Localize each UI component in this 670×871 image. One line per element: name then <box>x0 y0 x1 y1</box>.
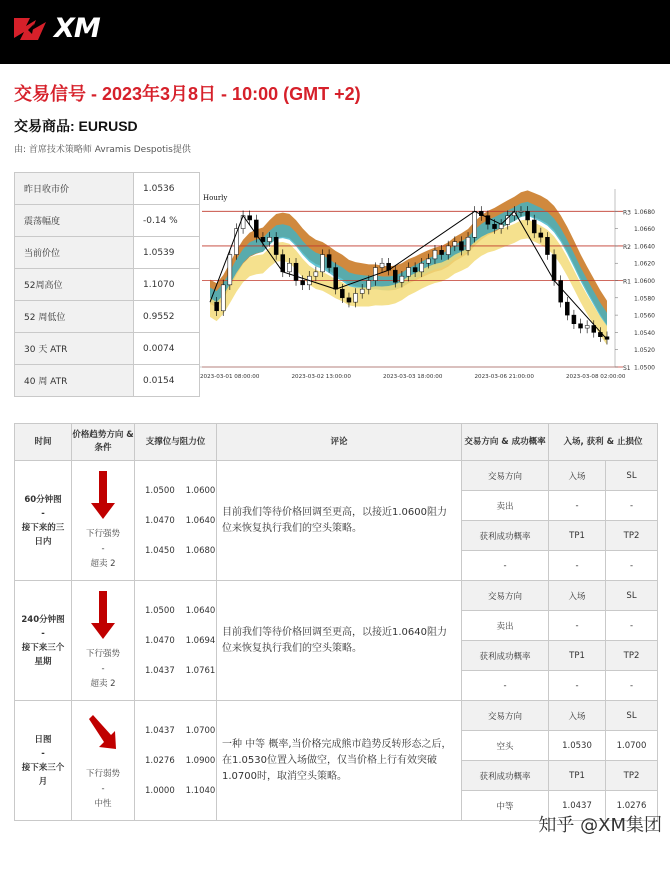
trend-label: 下行强势 <box>85 529 120 539</box>
stats-row <box>15 237 200 269</box>
candle-body <box>228 255 232 285</box>
candle-body <box>294 263 298 280</box>
candle-body <box>334 268 338 290</box>
page-title: 交易信号 - 2023年3月8日 - 10:00 (GMT +2) <box>14 84 361 104</box>
stat-label: 当前价位 <box>15 237 134 269</box>
support-level: 1.0500 <box>145 485 175 496</box>
signal-row <box>15 461 658 491</box>
grid-cell: - <box>606 491 658 521</box>
timeframe-cell <box>15 581 72 701</box>
support-level: 1.0276 <box>145 755 175 766</box>
stat-label: 52周高位 <box>15 269 134 301</box>
y-tick-label: 1.0520 <box>634 347 655 355</box>
candle-body <box>545 237 549 254</box>
level-pair <box>145 506 216 536</box>
candle-body <box>360 289 364 293</box>
grid-cell: 交易方向 <box>462 701 549 731</box>
grid-cell: 获利成功概率 <box>462 521 549 551</box>
condition-label: 超卖 2 <box>90 679 116 689</box>
support-level: 1.0450 <box>145 545 175 556</box>
level-label-r1: R1 <box>623 278 631 286</box>
stats-table <box>14 172 200 397</box>
price-chart <box>200 189 656 383</box>
logo-text: XM <box>54 12 100 44</box>
header-direction: 交易方向 & 成功概率 <box>462 424 549 461</box>
stat-value: 1.1070 <box>134 269 200 301</box>
levels-cell <box>135 581 217 701</box>
x-tick-label: 2023-03-08 02:00:00 <box>566 374 626 380</box>
timeframe-cell <box>15 461 72 581</box>
chart-title: Hourly <box>203 194 228 202</box>
x-tick-label: 2023-03-03 18:00:00 <box>383 374 443 380</box>
timeframe-line: - <box>41 628 45 639</box>
candle-body <box>426 259 430 263</box>
y-tick-label: 1.0620 <box>634 260 655 268</box>
grid-cell: 卖出 <box>462 491 549 521</box>
stats-row <box>15 333 200 365</box>
x-tick-label: 2023-03-02 13:00:00 <box>291 374 351 380</box>
condition-label: 超卖 2 <box>90 559 116 569</box>
grid-cell: - <box>606 551 658 581</box>
signals-table <box>14 423 658 821</box>
stat-label: 30 天 ATR <box>15 333 134 365</box>
trend-sep: - <box>101 544 105 554</box>
resistance-level: 1.0761 <box>185 665 216 676</box>
candle-body <box>268 237 272 241</box>
stat-label: 40 周 ATR <box>15 365 134 397</box>
candle-body <box>327 255 331 268</box>
timeframe-cell <box>15 701 72 821</box>
candle-body <box>559 281 563 303</box>
grid-cell: - <box>606 671 658 701</box>
watermark: 知乎 @XM集团 <box>538 815 662 836</box>
signal-row <box>15 581 658 611</box>
grid-cell: 1.0437 <box>549 791 606 821</box>
xm-logo[interactable] <box>12 12 100 44</box>
candle-body <box>347 298 351 302</box>
grid-cell: 卖出 <box>462 611 549 641</box>
trend-cell <box>72 701 135 821</box>
candle-body <box>413 268 417 272</box>
stat-label: 昨日收市价 <box>15 173 134 205</box>
support-level: 1.0500 <box>145 605 175 616</box>
candle-body <box>287 263 291 272</box>
grid-cell: - <box>606 611 658 641</box>
candle-body <box>473 211 477 237</box>
grid-cell: 空头 <box>462 731 549 761</box>
header-time: 时间 <box>15 424 72 461</box>
candle-body <box>453 242 457 246</box>
grid-cell: - <box>549 611 606 641</box>
comment-cell: 一种 中等 概率,当价格完成熊市趋势反转形态之后，在1.0530位置入场做空，仅当价格上行有效突破1.0700时，取消空头策略。 <box>217 701 462 821</box>
level-pair <box>145 476 216 506</box>
candle-body <box>407 268 411 277</box>
arrow-down-right-icon <box>86 709 120 761</box>
header-trend: 价格趋势方向 & 条件 <box>72 424 135 461</box>
grid-cell: TP1 <box>549 761 606 791</box>
header-levels: 支撑位与阻力位 <box>135 424 217 461</box>
grid-cell: 交易方向 <box>462 461 549 491</box>
grid-cell: SL <box>606 581 658 611</box>
timeframe-line: 接下来三个 <box>21 762 65 773</box>
stat-label: 震荡幅度 <box>15 205 134 237</box>
candle-body <box>519 211 523 212</box>
candle-body <box>499 224 503 228</box>
header-comment: 评论 <box>217 424 462 461</box>
instrument-title: 交易商品: EURUSD <box>14 118 138 134</box>
stats-row <box>15 173 200 205</box>
level-pair <box>145 716 216 746</box>
trend-label: 下行强势 <box>85 649 120 659</box>
y-tick-label: 1.0660 <box>634 226 655 234</box>
stat-value: 0.9552 <box>134 301 200 333</box>
candle-body <box>393 270 397 282</box>
comment-cell: 目前我们等待价格回调至更高，以接近1.0640阻力位来恢复执行我们的空头策略。 <box>217 581 462 701</box>
trend-label: 下行弱势 <box>85 769 120 779</box>
trend-cell <box>72 581 135 701</box>
grid-cell: TP2 <box>606 641 658 671</box>
candle-body <box>466 237 470 250</box>
timeframe-line: 60分钟图 <box>24 494 62 505</box>
candle-body <box>440 250 444 254</box>
stats-row <box>15 205 200 237</box>
trend-sep: - <box>101 784 105 794</box>
support-level: 1.0470 <box>145 515 175 526</box>
y-tick-label: 1.0580 <box>634 295 655 303</box>
candle-body <box>248 216 252 220</box>
level-label-s1: S1 <box>623 365 631 372</box>
stat-label: 52 周低位 <box>15 301 134 333</box>
chart-svg <box>200 189 656 383</box>
support-level: 1.0000 <box>145 785 175 796</box>
resistance-level: 1.0900 <box>185 755 216 766</box>
candle-body <box>420 263 424 272</box>
candle-body <box>459 242 463 251</box>
resistance-level: 1.0694 <box>185 635 216 646</box>
grid-cell: 入场 <box>549 581 606 611</box>
timeframe-line: 星期 <box>34 656 52 667</box>
grid-cell: - <box>549 551 606 581</box>
stat-value: -0.14 % <box>134 205 200 237</box>
grid-cell: 获利成功概率 <box>462 761 549 791</box>
stats-row <box>15 269 200 301</box>
level-pair <box>145 626 216 656</box>
grid-cell: - <box>462 551 549 581</box>
level-pair <box>145 536 216 566</box>
resistance-level: 1.0700 <box>185 725 216 736</box>
grid-cell: 1.0700 <box>606 731 658 761</box>
y-tick-label: 1.0560 <box>634 312 655 320</box>
candle-body <box>493 224 497 228</box>
grid-cell: 入场 <box>549 701 606 731</box>
stat-value: 0.0074 <box>134 333 200 365</box>
grid-cell: 获利成功概率 <box>462 641 549 671</box>
support-level: 1.0437 <box>145 665 175 676</box>
resistance-level: 1.0600 <box>185 485 216 496</box>
support-level: 1.0470 <box>145 635 175 646</box>
y-tick-label: 1.0600 <box>634 278 655 286</box>
stats-row <box>15 301 200 333</box>
grid-cell: SL <box>606 701 658 731</box>
grid-cell: SL <box>606 461 658 491</box>
resistance-level: 1.1040 <box>185 785 216 796</box>
level-pair <box>145 776 216 806</box>
xm-logo-mark-icon <box>12 14 52 42</box>
trend-cell <box>72 461 135 581</box>
x-tick-label: 2023-03-01 08:00:00 <box>200 374 260 380</box>
grid-cell: 入场 <box>549 461 606 491</box>
candle-body <box>552 255 556 281</box>
header-entry: 入场, 获利 & 止损位 <box>549 424 658 461</box>
grid-cell: 交易方向 <box>462 581 549 611</box>
signal-row <box>15 701 658 731</box>
y-tick-label: 1.0500 <box>634 364 655 372</box>
timeframe-line: 接下来的三 <box>21 522 65 533</box>
grid-cell: - <box>549 671 606 701</box>
candle-body <box>579 324 583 328</box>
stat-value: 0.0154 <box>134 365 200 397</box>
level-pair <box>145 596 216 626</box>
timeframe-line: 日内 <box>34 536 52 547</box>
grid-cell: TP1 <box>549 641 606 671</box>
condition-label: 中性 <box>94 799 112 809</box>
timeframe-line: 日图 <box>34 734 52 745</box>
arrow-down-icon <box>86 589 120 641</box>
candle-body <box>320 255 324 272</box>
y-tick-label: 1.0680 <box>634 208 655 216</box>
grid-cell: TP1 <box>549 521 606 551</box>
candle-body <box>565 302 569 315</box>
candle-body <box>340 289 344 298</box>
candle-body <box>367 281 371 290</box>
comment-cell: 目前我们等待价格回调至更高，以接近1.0600阻力位来恢复执行我们的空头策略。 <box>217 461 462 581</box>
y-tick-label: 1.0540 <box>634 329 655 337</box>
candle-body <box>274 237 278 254</box>
candle-body <box>221 285 225 311</box>
candle-body <box>314 272 318 276</box>
levels-cell <box>135 701 217 821</box>
level-label-r2: R2 <box>623 243 631 251</box>
timeframe-line: 接下来三个 <box>21 642 65 653</box>
top-bar <box>0 0 670 64</box>
candle-body <box>380 263 384 267</box>
candle-body <box>400 276 404 282</box>
candle-body <box>585 325 589 328</box>
resistance-level: 1.0640 <box>185 515 216 526</box>
resistance-level: 1.0640 <box>185 605 216 616</box>
stats-row <box>15 365 200 397</box>
level-label-r3: R3 <box>623 209 631 217</box>
candle-body <box>215 302 219 311</box>
level-pair <box>145 746 216 776</box>
timeframe-line: - <box>41 508 45 519</box>
timeframe-line: 月 <box>38 776 48 787</box>
grid-cell: - <box>462 671 549 701</box>
candle-body <box>433 250 437 259</box>
byline: 由: 首席技术策略师 Avramis Despotis提供 <box>14 145 191 155</box>
candle-body <box>526 211 530 220</box>
level-pair <box>145 656 216 686</box>
candle-body <box>572 315 576 324</box>
grid-cell: 中等 <box>462 791 549 821</box>
levels-cell <box>135 461 217 581</box>
resistance-level: 1.0680 <box>185 545 216 556</box>
stat-value: 1.0536 <box>134 173 200 205</box>
support-level: 1.0437 <box>145 725 175 736</box>
timeframe-line: - <box>41 748 45 759</box>
candle-body <box>301 281 305 285</box>
x-tick-label: 2023-03-06 21:00:00 <box>474 374 534 380</box>
candle-body <box>532 220 536 233</box>
timeframe-line: 240分钟图 <box>21 614 65 625</box>
grid-cell: 1.0530 <box>549 731 606 761</box>
stat-value: 1.0539 <box>134 237 200 269</box>
trend-sep: - <box>101 664 105 674</box>
arrow-down-icon <box>86 469 120 521</box>
candle-body <box>539 233 543 237</box>
candle-body <box>354 293 358 302</box>
y-tick-label: 1.0640 <box>634 243 655 251</box>
candle-body <box>446 246 450 255</box>
grid-cell: - <box>549 491 606 521</box>
grid-cell: TP2 <box>606 761 658 791</box>
grid-cell: 1.0276 <box>606 791 658 821</box>
grid-cell: TP2 <box>606 521 658 551</box>
